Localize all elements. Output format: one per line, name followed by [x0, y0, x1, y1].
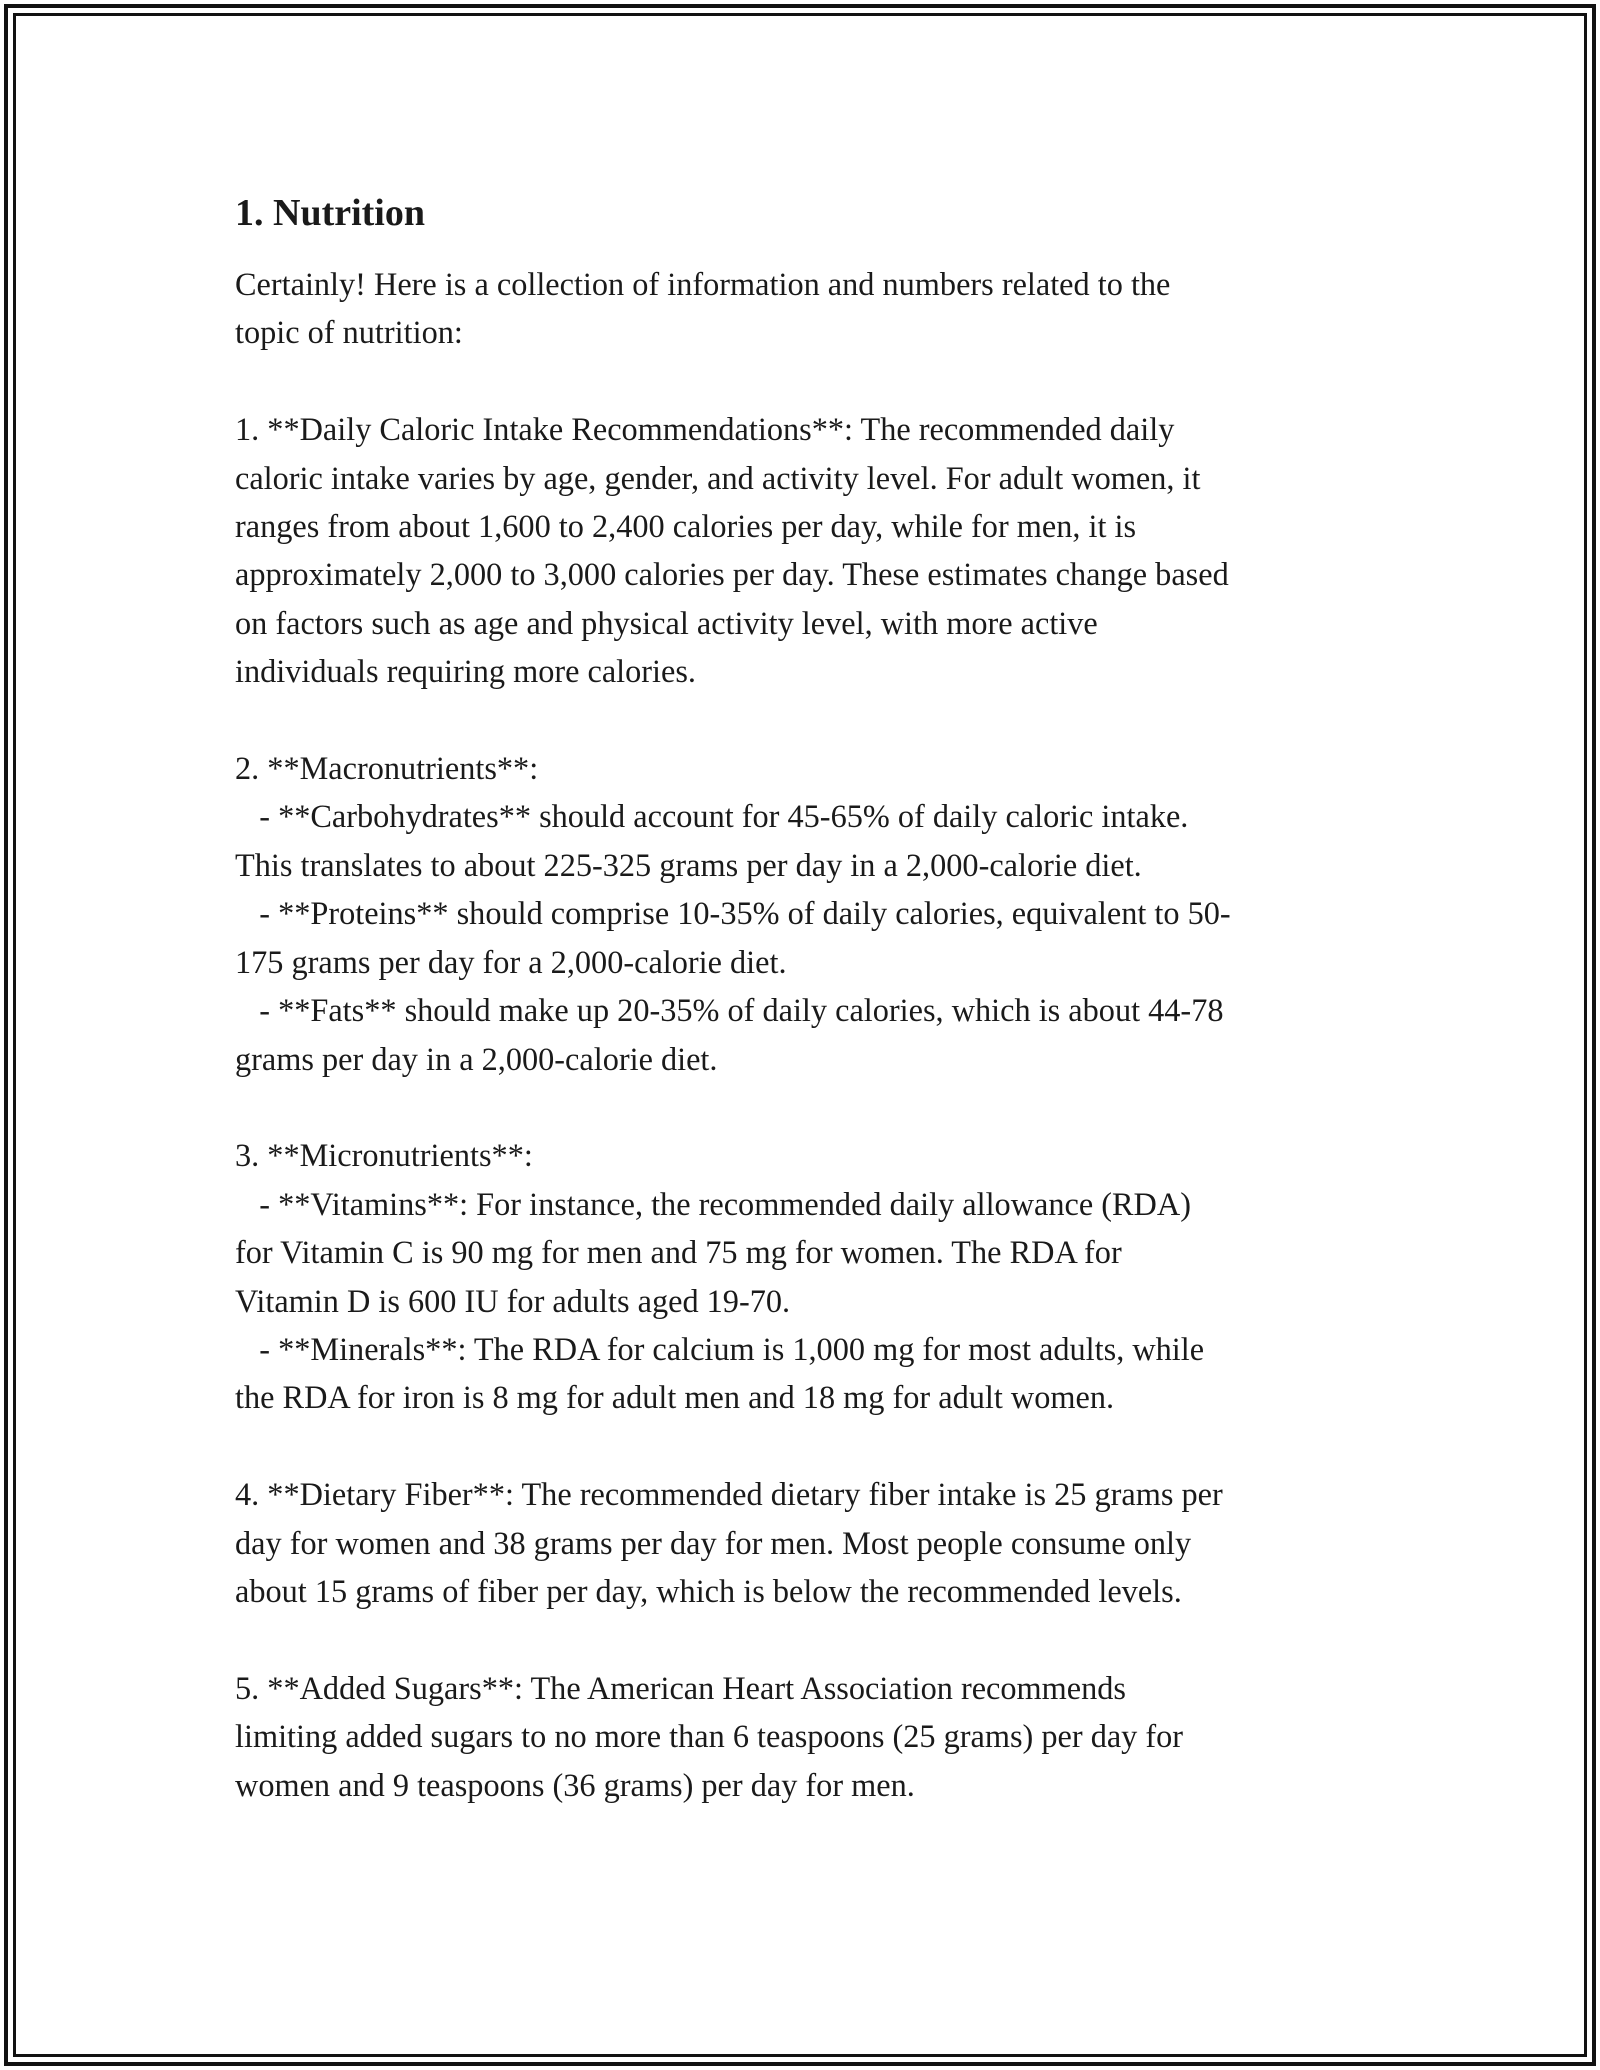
page-title: 1. Nutrition	[235, 192, 425, 234]
body-text: Certainly! Here is a collection of information and numbers related to the topic of nutrition: 1. **Daily Caloric Intake Recommendations**: The recommended daily caloric intake varies by age, gender, and activity level. For adult women, it ranges from about 1,600 to 2,400 calories per day, while for men, it is approximately 2,000 to 3,000 calories per day. These estimates change based on factors such as age and physical activity level, with more active individuals requiring more calories. 2. **Macronutrients**: - **Carbohydrates** should account for 45-65% of daily caloric intake. This translates to about 225-325 grams per day in a 2,000-calorie diet. - **Proteins** should comprise 10-35% of daily calories, equivalent to 50- 175 grams per day for a 2,000-calorie diet. - **Fats** should make up 20-35% of daily calories, which is about 44-78 grams per day in a 2,000-calorie diet. 3. **Micronutrients**: - **Vitamins**: For instance, the recommended daily allowance (RDA) for Vitamin C is 90 mg for men and 75 mg for women. The RDA for Vitamin D is 600 IU for adults aged 19-70. - **Minerals**: The RDA for calcium is 1,000 mg for most adults, while the RDA for iron is 8 mg for adult men and 18 mg for adult women. 4. **Dietary Fiber**: The recommended dietary fiber intake is 25 grams per day for women and 38 grams per day for men. Most people consume only about 15 grams of fiber per day, which is below the recommended levels. 5. **Added Sugars**: The American Heart Association recommends limiting added sugars to no more than 6 teaspoons (25 grams) per day for women and 9 teaspoons (36 grams) per day for men.	[235, 266, 1231, 1803]
document-content	[235, 188, 1375, 1809]
